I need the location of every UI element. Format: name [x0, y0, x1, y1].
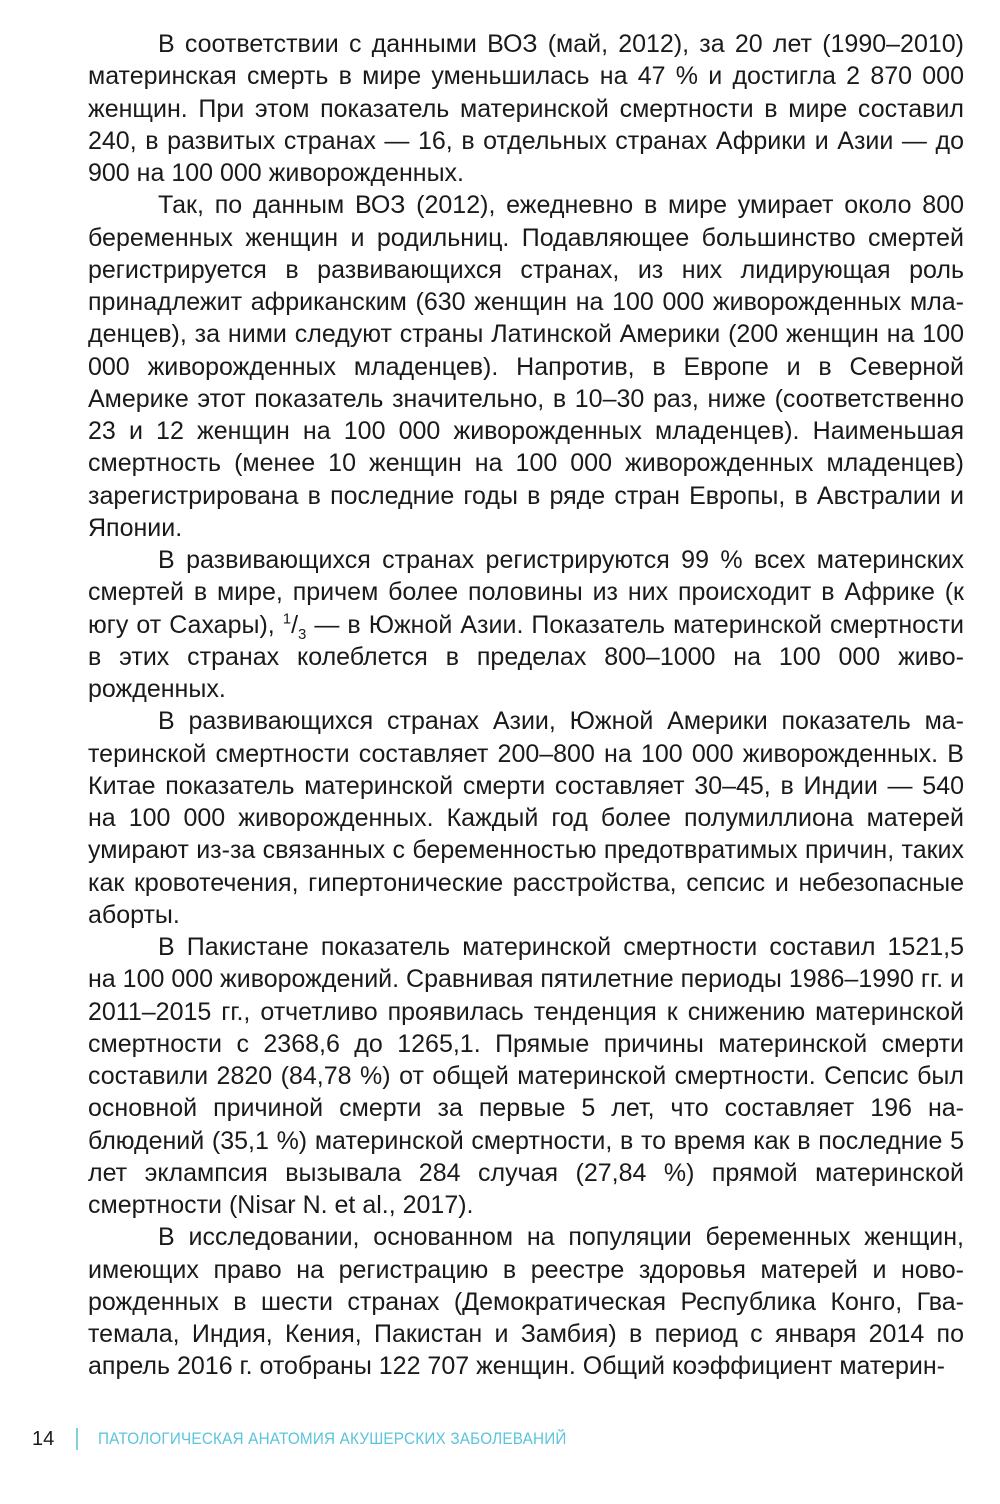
running-title: ПАТОЛОГИЧЕСКАЯ АНАТОМИЯ АКУШЕРСКИХ ЗАБОЛЕВАНИЙ [98, 1429, 567, 1448]
paragraph-six-countries-study: В исследовании, основанном на популяции беременных женщин, имеющих право на регистрацию в реестре здоровья матерей и новорожденных в шести странах (Демократическая Республика Конго, Гватемала, Индия, Кения, Пакистан и Замбия) в период с января 2014 по апрель 2016 г. отобраны 122 707 женщин. Общий коэффициент материн- [88, 1223, 964, 1381]
paragraph-who-2012: В соответствии с данными ВОЗ (май, 2012), за 20 лет (1990–2010) материнская смерть в мире уменьшилась на 47 % и достигла 2 870 000 женщин. При этом показатель материнской смертности в мире составил 240, в развитых странах — 16, в отдельных странах Африки и Азии — до 900 на 100 000 живорожденных. [88, 30, 964, 187]
paragraph-text-before: В развивающихся странах регистрируются 99 % всех материнских смертей в мире, причем более половины из них происходит в Африке (к югу от Сахары), [88, 546, 964, 639]
paragraph-developing-countries [88, 544, 964, 705]
page-footer [32, 1424, 619, 1454]
body-text [88, 28, 964, 1383]
fraction-numerator: 1 [282, 610, 292, 628]
paragraph-daily-deaths: Так, по данным ВОЗ (2012), ежедневно в мире умирает около 800 беременных женщин и родильниц. Подавляющее большинство смертей регистрируется в развивающихся странах, из них лидирующая роль принадлежит африканским (630 женщин на 100 000 живорожденных младенцев), за ними следуют страны Латинской Америки (200 женщин на 100 000 живорожденных младенцев). Напротив, в Европе и в Северной Америке этот показатель значительно, в 10–30 раз, ниже (соответственно 23 и 12 женщин на 100 000 живорожденных младенцев). Наименьшая смертность (менее 10 женщин на 100 000 живорожденных младенцев) зарегистрирована в последние годы в ряде стран Европы, в Австралии и Японии. [88, 191, 964, 542]
footer-divider [76, 1428, 78, 1450]
page-number: 14 [32, 1427, 55, 1450]
fraction-denominator: 3 [298, 625, 307, 643]
paragraph-text-after: — в Южной Азии. Показатель материнской смертности в этих странах колеблется в пределах 800–1000 на 100 000 живорожденных. [88, 610, 964, 703]
paragraph-pakistan: В Пакистане показатель материнской смертности составил 1521,5 на 100 000 живорождений. Сравнивая пятилетние периоды 1986–1990 гг. и 2011–2015 гг., отчетливо проявилась тенденция к снижению материнской смертности с 2368,6 до 1265,1. Прямые причины материнской смерти составили 2820 (84,78 %) от общей материнской смертности. Сепсис был основной причиной смерти за первые 5 лет, что составляет 196 наблюдений (35,1 %) материнской смертности, в то время как в последние 5 лет эклампсия вызывала 284 случая (27,84 %) прямой материнской смертности (Nisar N. et al., 2017). [88, 933, 964, 1219]
fraction-one-third: $^1/_3$ [282, 610, 307, 643]
paragraph-asia-south-america: В развивающихся странах Азии, Южной Америки показатель материнской смертности составляет 200–800 на 100 000 живорожденных. В Китае показатель материнской смерти составляет 30–45, в Индии — 540 на 100 000 живорожденных. Каждый год более полумиллиона матерей умирают из-за связанных с беременностью предотвратимых причин, таких как кровотечения, гипертонические расстройства, сепсис и небезопасные аборты. [88, 707, 964, 929]
